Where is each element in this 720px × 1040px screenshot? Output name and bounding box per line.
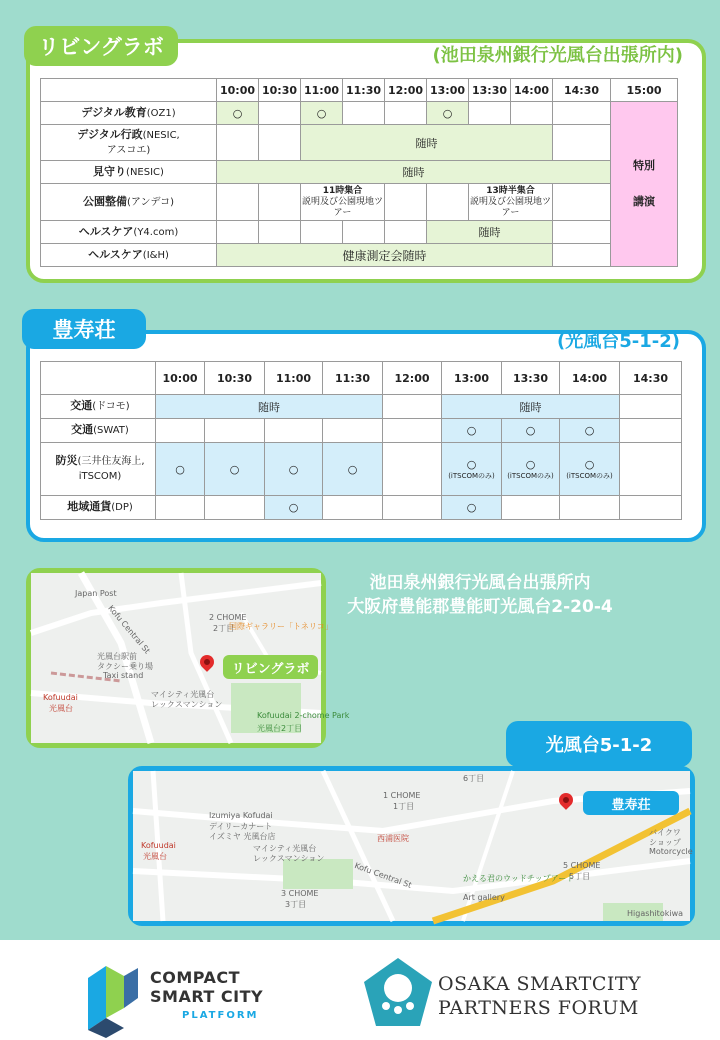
empty-cell <box>383 496 442 520</box>
time-header: 13:30 <box>502 362 560 395</box>
table-row <box>41 125 678 161</box>
empty-cell <box>385 102 427 125</box>
empty-cell <box>553 221 611 244</box>
map-label: 5丁目 <box>569 872 591 881</box>
empty-cell <box>343 102 385 125</box>
map-label: タクシー乗り場 <box>97 662 153 671</box>
housou-map[interactable] <box>128 766 695 926</box>
time-header: 13:00 <box>442 362 502 395</box>
circle-cell: ○ <box>442 419 502 443</box>
housou-pin-label: 豊寿荘 <box>583 791 679 815</box>
circle-cell: ○ <box>265 443 323 496</box>
park-tour-note: 11時集合 説明及び公園現地ツアー <box>301 184 385 221</box>
empty-cell <box>259 125 301 161</box>
empty-cell <box>511 102 553 125</box>
time-header: 11:30 <box>343 79 385 102</box>
time-header: 14:00 <box>511 79 553 102</box>
map-label: Kofuudai <box>141 841 176 850</box>
empty-cell <box>323 419 383 443</box>
time-header: 11:00 <box>301 79 343 102</box>
time-header: 10:00 <box>217 79 259 102</box>
map-label: デイリーカナート <box>209 822 273 831</box>
anytime-cell: 随時 <box>427 221 553 244</box>
circle-cell: ○ <box>205 443 265 496</box>
row-label: 見守り(NESIC) <box>41 161 217 184</box>
living-lab-title: リビングラボ <box>24 26 178 66</box>
map-label: Kofuudai <box>43 693 78 702</box>
anytime-cell: 随時 <box>217 161 611 184</box>
time-header: 14:30 <box>620 362 682 395</box>
map-label: 3 CHOME <box>281 889 319 898</box>
empty-cell <box>385 184 427 221</box>
map-label: Motorcycle <box>649 847 693 856</box>
compact-smart-city-logo-icon <box>78 958 142 1038</box>
empty-cell <box>205 496 265 520</box>
special-lecture-cell: 特別 講演 <box>611 102 678 267</box>
map-label: Kofu Central St <box>106 603 152 656</box>
circle-cell: ○ <box>442 496 502 520</box>
map-label: イズミヤ 光風台店 <box>209 832 276 841</box>
empty-cell <box>259 221 301 244</box>
map-label: 1 CHOME <box>383 791 421 800</box>
circle-cell: ○ <box>502 419 560 443</box>
circle-cell: ○ <box>265 496 323 520</box>
time-header: 12:00 <box>383 362 442 395</box>
health-check-cell: 健康測定会随時 <box>217 244 553 267</box>
table-row <box>41 184 678 221</box>
map-label: マイシティ光風台 <box>253 844 317 853</box>
circle-itscom-cell: ○ (iTSCOMのみ) <box>560 443 620 496</box>
table-row <box>41 496 682 520</box>
map-label: Japan Post <box>75 589 117 598</box>
logo-text: SMART CITY <box>150 987 264 1006</box>
circle-cell: ○ <box>301 102 343 125</box>
map-label: 3丁目 <box>285 900 307 909</box>
housou-schedule-table <box>40 361 682 520</box>
address-line: 大阪府豊能郡豊能町光風台2-20-4 <box>347 597 613 617</box>
empty-cell <box>560 496 620 520</box>
table-header-row <box>41 362 682 395</box>
table-row <box>41 102 678 125</box>
empty-cell <box>205 419 265 443</box>
row-label: ヘルスケア(I&H) <box>41 244 217 267</box>
map-label: レックスマンション <box>151 700 223 709</box>
empty-cell <box>553 244 611 267</box>
map-label: 5 CHOME <box>563 861 601 870</box>
logo-text: COMPACT <box>150 968 241 987</box>
address-block <box>330 571 630 619</box>
map-label: Taxi stand <box>103 671 144 680</box>
map-label: マイシティ光風台 <box>151 690 215 699</box>
logo-text: OSAKA SMARTCITY <box>438 973 642 995</box>
empty-cell <box>553 125 611 161</box>
housou-title: 豊寿荘 <box>22 309 146 349</box>
empty-cell <box>217 221 259 244</box>
row-label: 地域通貨(DP) <box>41 496 156 520</box>
empty-cell <box>217 184 259 221</box>
circle-itscom-cell: ○ (iTSCOMのみ) <box>442 443 502 496</box>
map-label: 6丁目 <box>463 774 485 783</box>
table-row <box>41 395 682 419</box>
map-label: Izumiya Kofudai <box>209 811 273 820</box>
map-label: Art gallery <box>463 893 505 902</box>
circle-cell: ○ <box>323 443 383 496</box>
circle-itscom-cell: ○ (iTSCOMのみ) <box>502 443 560 496</box>
time-header: 14:30 <box>553 79 611 102</box>
empty-cell <box>383 419 442 443</box>
living-lab-subtitle: (池田泉州銀行光風台出張所内) <box>432 45 683 66</box>
time-header: 15:00 <box>611 79 678 102</box>
map-label: バイクワ <box>649 828 681 837</box>
map-label: 光風台駅前 <box>97 652 137 661</box>
table-row <box>41 419 682 443</box>
time-header: 12:00 <box>385 79 427 102</box>
empty-cell <box>156 419 205 443</box>
empty-cell <box>620 419 682 443</box>
compact-smart-city-wordmark <box>150 968 263 1025</box>
circle-cell: ○ <box>560 419 620 443</box>
anytime-cell: 随時 <box>156 395 383 419</box>
row-label: 公園整備(アンデコ) <box>41 184 217 221</box>
empty-cell <box>620 443 682 496</box>
empty-cell <box>502 496 560 520</box>
empty-cell <box>620 395 682 419</box>
time-header: 10:30 <box>205 362 265 395</box>
row-label: ヘルスケア(Y4.com) <box>41 221 217 244</box>
time-header: 13:30 <box>469 79 511 102</box>
logo-text: PARTNERS FORUM <box>438 997 639 1019</box>
map-label: 国際ギャラリー「トネリコ」 <box>229 622 333 631</box>
map-label: 2丁目 <box>213 624 235 633</box>
map-label: 1丁目 <box>393 802 415 811</box>
living-lab-schedule-table <box>40 78 678 267</box>
row-label: デジタル行政(NESIC, アスコエ) <box>41 125 217 161</box>
time-header: 14:00 <box>560 362 620 395</box>
empty-cell <box>323 496 383 520</box>
map-label: かえる君のウッドチップアート <box>463 874 575 883</box>
time-header: 13:00 <box>427 79 469 102</box>
map-label: 光風台 <box>143 852 167 861</box>
time-header: 10:00 <box>156 362 205 395</box>
map-label: 光風台2丁目 <box>257 724 303 733</box>
map-label: 光風台 <box>49 704 73 713</box>
empty-cell <box>383 395 442 419</box>
circle-cell: ○ <box>427 102 469 125</box>
logo-text: PLATFORM <box>182 1010 259 1021</box>
housou-subtitle: (光風台5-1-2) <box>557 331 680 352</box>
time-header: 11:00 <box>265 362 323 395</box>
empty-cell <box>156 496 205 520</box>
empty-cell <box>385 221 427 244</box>
header-corner <box>41 79 217 102</box>
anytime-cell: 随時 <box>442 395 620 419</box>
empty-cell <box>427 184 469 221</box>
table-row <box>41 244 678 267</box>
header-corner <box>41 362 156 395</box>
empty-cell <box>343 221 385 244</box>
empty-cell <box>217 125 259 161</box>
living-lab-map[interactable] <box>26 568 350 748</box>
empty-cell <box>553 184 611 221</box>
map-label: レックスマンション <box>253 854 325 863</box>
map-label: 2 CHOME <box>209 613 247 622</box>
second-location-tag: 光風台5-1-2 <box>506 721 692 767</box>
map-label: Kofu Central St <box>353 861 413 890</box>
empty-cell <box>259 184 301 221</box>
empty-cell <box>265 419 323 443</box>
row-label: 交通(ドコモ) <box>41 395 156 419</box>
row-label: 交通(SWAT) <box>41 419 156 443</box>
osaka-forum-wordmark <box>438 972 641 1020</box>
empty-cell <box>383 443 442 496</box>
circle-cell: ○ <box>156 443 205 496</box>
address-line: 池田泉州銀行光風台出張所内 <box>369 573 591 593</box>
empty-cell <box>259 102 301 125</box>
table-header-row <box>41 79 678 102</box>
map-label: Kofuudai 2-chome Park <box>257 711 350 720</box>
park-tour-note: 13時半集合 説明及び公園現地ツアー <box>469 184 553 221</box>
empty-cell <box>553 102 611 125</box>
anytime-cell: 随時 <box>301 125 553 161</box>
osaka-forum-logo-icon <box>358 954 438 1034</box>
empty-cell <box>620 496 682 520</box>
time-header: 11:30 <box>323 362 383 395</box>
footer <box>0 940 720 1040</box>
row-label: 防災(三井住友海上, iTSCOM) <box>41 443 156 496</box>
map-label: ショップ <box>649 838 681 847</box>
table-row <box>41 161 678 184</box>
table-row <box>41 221 678 244</box>
living-lab-pin-label: リビングラボ <box>223 655 318 679</box>
empty-cell <box>301 221 343 244</box>
empty-cell <box>469 102 511 125</box>
circle-cell: ○ <box>217 102 259 125</box>
table-row <box>41 443 682 496</box>
map-label: 西浦医院 <box>377 834 409 843</box>
time-header: 10:30 <box>259 79 301 102</box>
map-label: Higashitokiwa <box>627 909 684 918</box>
row-label: デジタル教育(OZ1) <box>41 102 217 125</box>
